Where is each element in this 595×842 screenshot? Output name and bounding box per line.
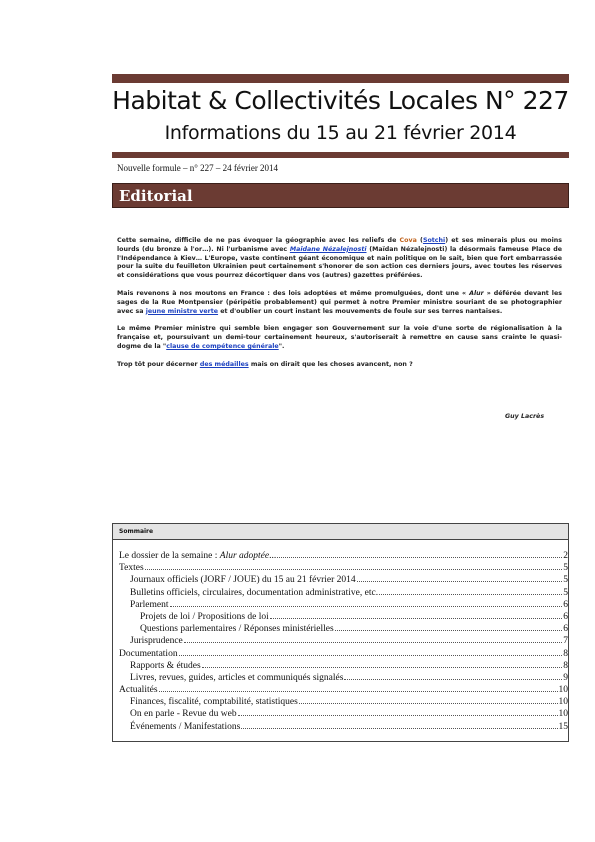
toc-entry-text: Questions parlementaires / Réponses ministérielles (140, 624, 334, 635)
toc-entry-label (130, 636, 183, 646)
toc-leader-dots (344, 672, 562, 680)
text-span: et d'oublier un court instant les mouvements de foule sur ses terres nantaises. (218, 307, 503, 315)
toc-page-number: 8 (563, 648, 568, 659)
text-span: Le même Premier ministre qui semble bien engager son Gouvernement sur la voie d'une sorte de régionalisation à la française et, poursuivant un demi-tour certainement heureux, s'autoriserait à remettre en cause sans crainte le quasi-dogme de la " (117, 325, 562, 350)
header-bottom-rule (112, 152, 569, 158)
toc-entry[interactable] (119, 648, 568, 660)
toc-entry-label (130, 697, 298, 707)
text-span: Cova (399, 237, 417, 244)
toc-entry-text: Finances, fiscalité, comptabilité, statistiques (130, 697, 298, 708)
toc-entry[interactable] (119, 587, 568, 599)
toc-entry[interactable] (119, 574, 568, 586)
toc-leader-dots (202, 660, 563, 668)
editorial-body (117, 237, 562, 379)
toc-entry-label (130, 722, 240, 732)
link-maidane[interactable]: Maïdane Nézalejnosti (289, 245, 367, 253)
toc-entry-text: Actualités (119, 685, 158, 696)
toc-entry-text: Projets de loi / Propositions de loi (140, 611, 269, 622)
toc-page-number: 10 (558, 697, 568, 708)
toc-page-number: 8 (563, 660, 568, 671)
toc-page-number: 15 (558, 721, 568, 732)
toc-entry-text: Journaux officiels (JORF / JOUE) du 15 au 21 février 2014 (130, 575, 356, 586)
toc-leader-dots (159, 684, 558, 692)
toc-entry-label (119, 563, 144, 573)
toc-entry-label (130, 673, 343, 683)
toc-leader-dots (379, 587, 562, 595)
toc-page-number: 5 (563, 563, 568, 574)
text-span: ( (416, 237, 423, 244)
toc-entry-text: Parlement (130, 599, 169, 610)
toc-entry-text: Le dossier de la semaine : (119, 551, 220, 561)
text-span: mais on dirait que les choses avancent, non ? (248, 360, 413, 368)
toc-entry-text: ... (269, 551, 277, 561)
editorial-signature: Guy Lacrès (505, 413, 545, 420)
toc-leader-dots (299, 696, 558, 704)
text-span: » déférée devant les sages de la Rue Montpensier (péripétie probablement) qui permet à notre Premier ministre souriant de se photographier avec sa (117, 289, 562, 315)
toc-entry[interactable] (119, 660, 568, 672)
toc-entry-text: Événements / Manifestations (130, 721, 241, 732)
toc-leader-dots (238, 708, 558, 716)
toc-page-number: 5 (563, 587, 568, 598)
toc-entry-label (119, 649, 178, 659)
editorial-paragraph-3 (117, 325, 562, 351)
toc-leader-dots (145, 562, 563, 570)
toc-entry[interactable] (119, 635, 568, 647)
toc-page-number: 6 (563, 624, 568, 635)
toc-heading: Sommaire (113, 524, 568, 540)
toc-leader-dots (179, 648, 563, 656)
toc-entry-label (119, 551, 276, 561)
toc-entry[interactable] (119, 672, 568, 684)
toc-entry[interactable] (119, 721, 568, 733)
toc-page-number: 7 (563, 636, 568, 647)
newsletter-title: Habitat & Collectivités Locales N° 227 (112, 86, 569, 115)
text-span: Mais revenons à nos moutons en France : des lois adoptées et même promulguées, dont une « (117, 289, 470, 297)
toc-page-number: 6 (563, 599, 568, 610)
toc-entry-text: Documentation (119, 648, 178, 659)
toc-entry-italic: Alur adoptée (219, 551, 270, 561)
toc-leader-dots (184, 635, 562, 643)
text-span: Cette semaine, difficile de ne pas évoquer la géographie avec les reliefs de (117, 237, 400, 244)
newsletter-subtitle: Informations du 15 au 21 février 2014 (164, 122, 517, 144)
header-top-rule (112, 74, 569, 83)
editorial-heading-bar (112, 183, 569, 208)
editorial-heading: Editorial (119, 187, 193, 205)
toc-entries (119, 550, 568, 733)
text-span: (Maïdan Nézalejnosti) la désormais fameuse Place de l'Indépendance à Kiev… L'Europe, vaste continent géant économique et nain politique on le sait, bien que fort embarrassée pour la suite du feuilleton Ukrainien peut certainement s'honorer de son action ces derniers jours, avec toutes les réserves et considérations que vous pourrez décortiquer dans vos (autres) gazettes préférées. (117, 245, 562, 280)
toc-entry[interactable] (119, 599, 568, 611)
link-sotchi[interactable]: Sotchi (422, 237, 446, 244)
toc-entry[interactable] (119, 684, 568, 696)
toc-entry[interactable] (119, 562, 568, 574)
toc-leader-dots (277, 550, 562, 558)
toc-leader-dots (270, 611, 562, 619)
toc-entry-text: Textes (119, 563, 144, 574)
toc-entry-text: Rapports & études (130, 660, 201, 671)
toc-leader-dots (241, 721, 557, 729)
toc-entry-text: Livres, revues, guides, articles et communiqués signalés (130, 672, 344, 683)
toc-leader-dots (335, 623, 563, 631)
toc-page-number: 9 (563, 672, 568, 683)
issue-line: Nouvelle formule – n° 227 – 24 février 2014 (117, 163, 279, 173)
text-span: ) et ses minerais plus ou moins lourds (du bronze à l'or…). Ni l'urbanisme avec (117, 237, 563, 253)
toc-page-number: 2 (563, 551, 568, 561)
toc-entry-label (130, 575, 356, 585)
editorial-paragraph-4 (117, 361, 562, 370)
toc-entry[interactable] (119, 550, 568, 562)
link-jeune-ministre[interactable]: jeune ministre verte (145, 307, 219, 315)
toc-page-number: 10 (558, 685, 568, 696)
toc-entry-text: Jurisprudence (130, 636, 183, 647)
editorial-paragraph-2 (117, 290, 562, 316)
toc-entry-label (140, 624, 334, 634)
toc-page-number: 6 (563, 611, 568, 622)
toc-entry[interactable] (119, 623, 568, 635)
toc-entry[interactable] (119, 696, 568, 708)
toc-entry[interactable] (119, 708, 568, 720)
editorial-paragraph-1 (117, 237, 562, 281)
text-span: Alur (469, 289, 484, 297)
toc-entry-label (130, 709, 237, 719)
toc-entry-label (140, 612, 269, 622)
toc-entry[interactable] (119, 611, 568, 623)
text-span: ". (278, 342, 285, 350)
toc-entry-text: Bulletins officiels, circulaires, documentation administrative, etc. (130, 587, 379, 598)
toc-leader-dots (357, 574, 563, 582)
toc-page-number: 5 (563, 575, 568, 586)
toc-entry-label (130, 661, 201, 671)
toc-entry-text: On en parle - Revue du web (130, 709, 237, 720)
toc-entry-label (130, 588, 378, 598)
toc-entry-label (130, 600, 169, 610)
toc-page-number: 10 (558, 709, 568, 720)
toc-leader-dots (170, 599, 563, 607)
toc-entry-label (119, 685, 158, 695)
link-clause-competence[interactable]: clause de compétence générale (166, 342, 279, 350)
link-medailles[interactable]: des médailles (199, 360, 249, 368)
table-of-contents (112, 523, 569, 742)
text-span: Trop tôt pour décerner (117, 360, 200, 368)
